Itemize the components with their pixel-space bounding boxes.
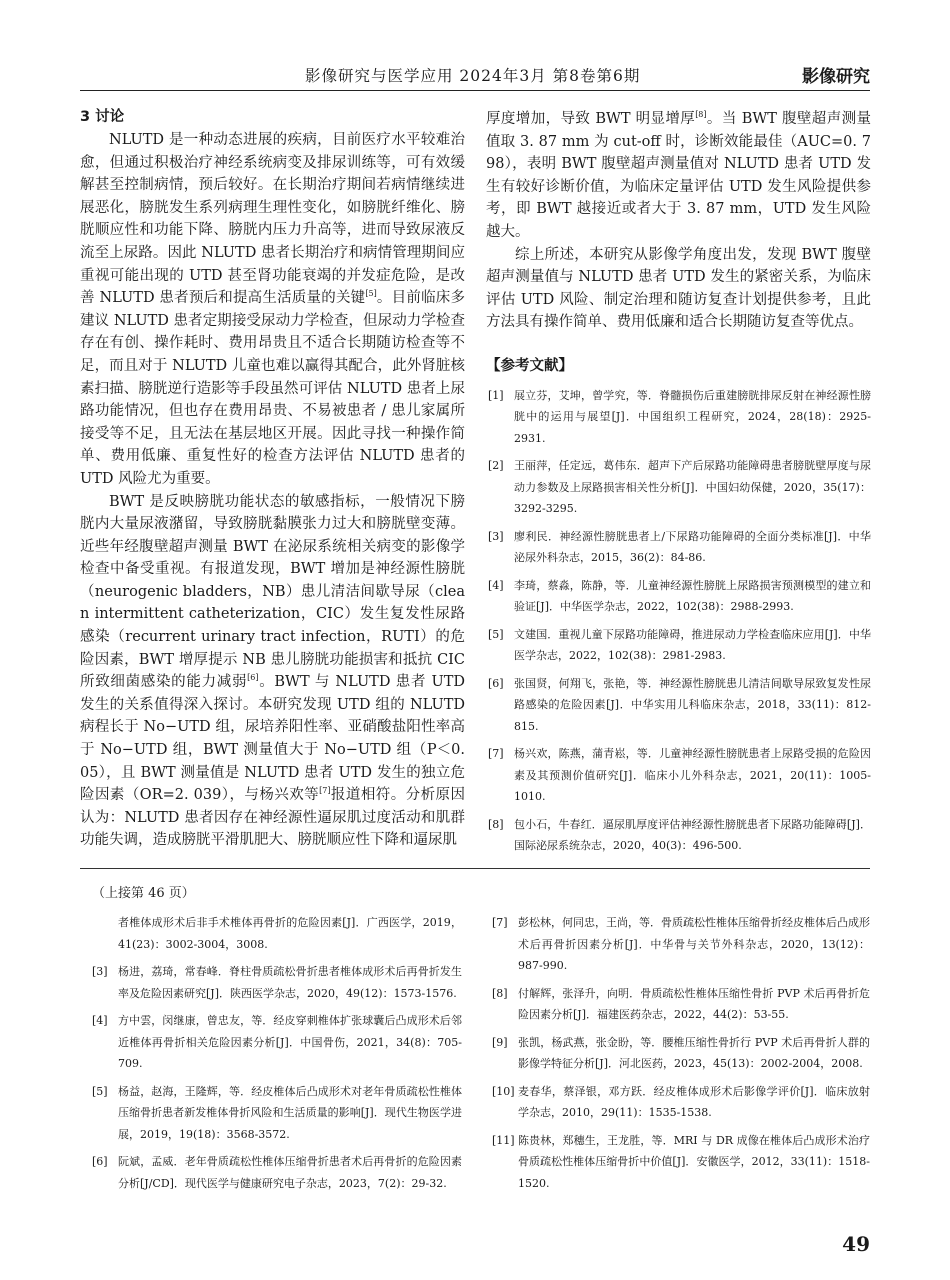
reference-item: [3] 杨进，荔琦，常春峰．脊柱骨质疏松骨折患者椎体成形术后再骨折发生率及危险因素研究[J]．陕西医学杂志，2020，49(12)：1573-1576.: [92, 965, 462, 1000]
reference-item: [6] 张国贤，何翔飞，张艳，等．神经源性膀胱患儿清洁间歇导尿致复发性尿路感染的危险因素[J]．中华实用儿科临床杂志，2018，33(11)：812-815.: [488, 676, 871, 733]
reference-item: [8] 包小石，牛春红．逼尿肌厚度评估神经源性膀胱患者下尿路功能障碍[J]．国际泌尿系统杂志，2020，40(3)：496-500.: [488, 817, 871, 853]
reference-item: 者椎体成形术后非手术椎体再骨折的危险因素[J]．广西医学，2019，41(23)：3002-3004，3008.: [118, 916, 462, 951]
reference-item: [4] 方中雲，闵继康，曾忠友，等．经皮穿刺椎体扩张球囊后凸成形术后邻近椎体再骨折相关危险因素分析[J]．中国骨伤，2021，34(8)：705-709.: [92, 1014, 462, 1070]
page-header: [80, 62, 870, 88]
continued-label: （上接第 46 页）: [92, 886, 195, 901]
section-divider: [80, 868, 870, 869]
section-heading: 3 讨论: [80, 109, 125, 125]
reference-item: [3] 廖利民．神经源性膀胱患者上/下尿路功能障碍的全面分类标准[J]．中华泌尿外科杂志，2015，36(2)：84-86.: [488, 529, 871, 565]
paragraph-1-text: NLUTD 是一种动态进展的疾病，目前医疗水平较难治愈，但通过积极治疗神经系统病变及排尿训练等，可有效缓解甚至控制病情，预后较好。在长期治疗期间若病情继续进展恶化，膀胱发生系列病理生理性变化，如膀胱纤维化、膀胱顺应性和功能下降、膀胱内压力升高等，进而导致尿液反流至上尿路。因此 NLUTD 患者长期治疗和病情管理期间应重视可能出现的 UTD 甚至肾功能衰竭的并发症危险，是改善 NLUTD 患者预后和提高生活质量的关键: [80, 132, 465, 307]
citation-6: [6]: [247, 673, 259, 683]
references-list: [486, 385, 871, 857]
continued-references-right: [490, 912, 870, 1200]
citation-5: [5]: [365, 289, 377, 299]
paragraph-2-text-c-head: 报道相符。分析原因认为：NLUTD 患者因存在神经源性逼尿肌过度活动和肌群功能失调，造成膀胱平滑肌肥大、膀胱顺应性下降和逼尿肌: [80, 787, 466, 849]
reference-item: [7] 彭松林，何同忠，王尚，等．骨质疏松性椎体压缩骨折经皮椎体后凸成形术后再骨折因素分析[J]．中华骨与关节外科杂志，2020，13(12)：987-990.: [492, 916, 870, 972]
reference-item: [6] 阮斌，孟威．老年骨质疏松性椎体压缩骨折患者术后再骨折的危险因素分析[J/CD]．现代医学与健康研究电子杂志，2023，7(2)：29-32.: [92, 1155, 462, 1190]
reference-item: [10] 麦春华，蔡泽银，邓方跃．经皮椎体成形术后影像学评价[J]．临床放射学杂志，2010，29(11)：1535-1538.: [492, 1084, 870, 1119]
reference-item: [11] 陈贵林，郑穗生，王龙胜，等．MRI 与 DR 成像在椎体后凸成形术治疗骨质疏松性椎体压缩骨折中价值[J]．安徽医学，2012，33(11)：1518-1520.: [492, 1133, 870, 1190]
reference-item: [5] 文建国．重视儿童下尿路功能障碍，推进尿动力学检查临床应用[J]．中华医学杂志，2022，102(38)：2981-2983.: [488, 627, 871, 663]
reference-item: [7] 杨兴欢，陈燕，蒲青崧，等．儿童神经源性膀胱患者上尿路受损的危险因素及其预测价值研究[J]．临床小儿外科杂志，2021，20(11)：1005-1010.: [488, 747, 871, 804]
citation-7: [7]: [319, 786, 331, 796]
reference-item: [5] 杨益，赵海，王隆辉，等．经皮椎体后凸成形术对老年骨质疏松性椎体压缩骨折患者新发椎体骨折风险和生活质量的影响[J]．现代生物医学进展，2019，19(18)：3568-3572.: [92, 1084, 462, 1141]
continued-references-left: [90, 912, 462, 1200]
right-column: [486, 108, 871, 863]
left-column: [80, 108, 465, 852]
paragraph-3: 综上所述，本研究从影像学角度出发，发现 BWT 腹壁超声测量值与 NLUTD 患者 UTD 发生的紧密关系，为临床评估 UTD 风险、制定治理和随访复查计划提供参考，且此方法具有操作简单、费用低廉和适合长期随访复查等优点。: [486, 246, 871, 331]
journal-issue-line: 影像研究与医学应用 2024年3月 第8卷第6期: [305, 67, 641, 85]
paragraph-2-text-a: BWT 是反映膀胱功能状态的敏感指标，一般情况下膀胱内大量尿液潴留，导致膀胱黏膜张力过大和膀胱壁变薄。近些年经腹壁超声测量 BWT 在泌尿系统相关病变的影像学检查中备受重视。有报道发现，BWT 增加是神经源性膀胱（neurogenic bladders，NB）患儿清洁间歇导尿（clean intermittent catheterization，CIC）发生复发性尿路感染（recurrent urinary tract infection，RUTI）的危险因素，BWT 增厚提示 NB 患儿膀胱功能损害和抵抗 CIC 所致细菌感染的能力减弱: [80, 493, 465, 691]
reference-item: [2] 王丽萍，任定远，葛伟东．超声下产后尿路功能障碍患者膀胱壁厚度与尿动力参数及上尿路损害相关性分析[J]．中国妇幼保健，2020，35(17)：3292-3295.: [488, 459, 871, 516]
paragraph-2-continued: [486, 108, 871, 244]
reference-item: [1] 展立芬，艾坤，曾学究，等．脊髓损伤后重建膀胱排尿反射在神经源性膀胱中的运用与展望[J]．中国组织工程研究，2024，28(18)：2925-2931.: [488, 388, 871, 445]
paragraph-2-text-b: 。BWT 与 NLUTD 患者 UTD 发生的关系值得深入探讨。本研究发现 UTD 组的 NLUTD 病程长于 No−UTD 组，尿培养阳性率、亚硝酸盐阳性率高于 No−UTD 组，BWT 测量值大于 No−UTD 组（P＜0. 05），且 BWT 测量值是 NLUTD 患者 UTD 发生的独立危险因素（OR=2. 039），与杨兴欢等: [80, 674, 465, 804]
paragraph-1-tail: 。目前临床多建议 NLUTD 患者定期接受尿动力学检查，但尿动力学检查存在有创、操作耗时、费用昂贵且不适合长期随访检查等不足，而且对于 NLUTD 儿童也难以赢得其配合，此外肾脏核素扫描、膀胱逆行造影等手段虽然可评估 NLUTD 患者上尿路功能情况，但也存在费用昂贵、不易被患者 / 患儿家属所接受等不足，且无法在基层地区开展。因此寻找一种操作简单、费用低廉、重复性好的检查方法评估 NLUTD 患者的 UTD 风险尤为重要。: [80, 290, 465, 487]
reference-item: [8] 付解辉，张泽升，向明．骨质疏松性椎体压缩性骨折 PVP 术后再骨折危险因素分析[J]．福建医药杂志，2022，44(2)：53-55.: [492, 986, 870, 1021]
page-number: 49: [842, 1232, 870, 1256]
paragraph-1: [80, 129, 465, 491]
journal-brand: 影像研究: [802, 67, 870, 87]
citation-8: [8]: [695, 110, 707, 120]
header-rule: [80, 90, 870, 91]
reference-item: [4] 李琦，蔡淼，陈静，等．儿童神经源性膀胱上尿路损害预测模型的建立和验证[J]．中华医学杂志，2022，102(38)：2988-2993.: [488, 578, 871, 614]
paragraph-2-text-c: 厚度增加，导致 BWT 明显增厚: [486, 111, 696, 127]
references-title: 【参考文献】: [486, 357, 573, 374]
paragraph-2-text-d: 。当 BWT 腹壁超声测量值取 3. 87 mm 为 cut-off 时，诊断效能最佳（AUC=0. 798），表明 BWT 腹壁超声测量值对 NLUTD 患者 UTD 发生有较好诊断价值，为临床定量评估 UTD 发生风险提供参考，即 BWT 越接近或者大于 3. 87 mm，UTD 发生风险越大。: [486, 111, 872, 240]
reference-item: [9] 张凯，杨武燕，张金盼，等．腰椎压缩性骨折行 PVP 术后再骨折人群的影像学特征分析[J]．河北医药，2023，45(13)：2002-2004，2008.: [492, 1035, 870, 1070]
paragraph-2-start: [80, 491, 465, 853]
